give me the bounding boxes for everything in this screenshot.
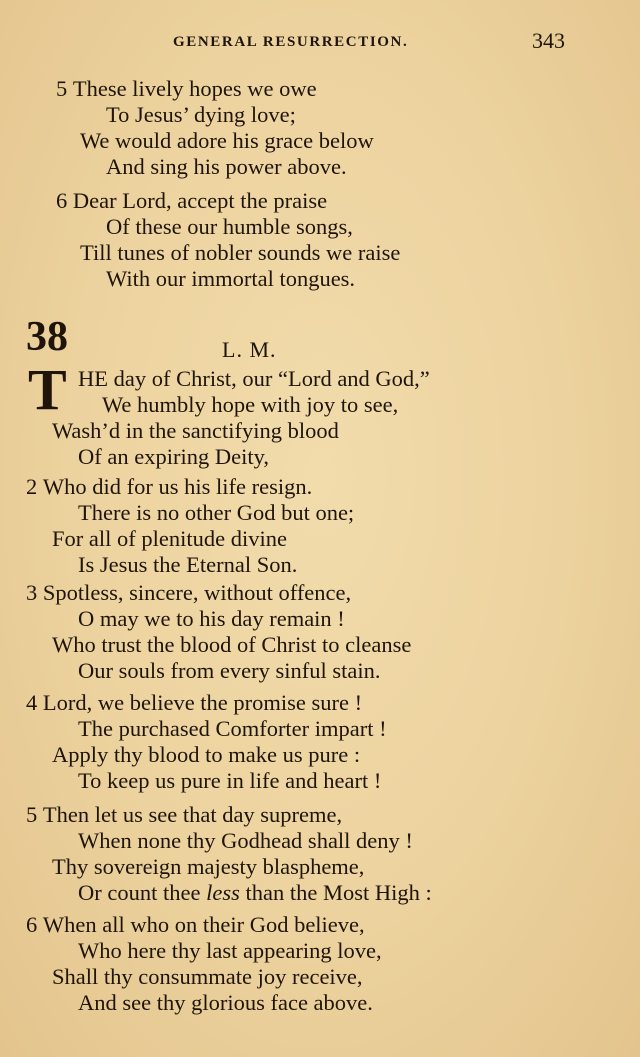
stanza-line: Shall thy consummate joy receive, <box>52 964 363 989</box>
stanza-number: 3 <box>26 580 38 605</box>
line-text: When all who on their God believe, <box>42 912 365 937</box>
stanza-line: To Jesus’ dying love; <box>106 102 296 127</box>
stanza-line <box>26 802 342 828</box>
stanza-line: There is no other God but one; <box>78 500 355 525</box>
drop-cap: T <box>28 357 67 422</box>
stanza-line: For all of plenitude divine <box>52 526 287 551</box>
line-text: Then let us see that day supreme, <box>42 802 343 827</box>
running-head: GENERAL RESURRECTION. <box>173 34 409 50</box>
stanza-number: 5 <box>26 802 38 827</box>
stanza-line: Thy sovereign majesty blaspheme, <box>52 854 365 879</box>
stanza-line <box>56 76 317 102</box>
stanza-line: When none thy Godhead shall deny ! <box>78 828 413 853</box>
stanza-line: Of an expiring Deity, <box>78 444 269 469</box>
line-text: Dear Lord, accept the praise <box>72 188 328 213</box>
line-text: Or count thee <box>78 880 207 905</box>
stanza-line: With our immortal tongues. <box>106 266 356 291</box>
stanza-number: 6 <box>56 188 68 213</box>
stanza-line <box>78 880 432 906</box>
stanza-line: We humbly hope with joy to see, <box>102 392 399 417</box>
hymn-meter: L. M. <box>222 337 277 362</box>
stanza-number: 4 <box>26 690 38 715</box>
line-text: Lord, we believe the promise sure ! <box>42 690 363 715</box>
stanza-line: We would adore his grace below <box>80 128 374 153</box>
line-text: These lively hopes we owe <box>72 76 317 101</box>
stanza-line: Our souls from every sinful stain. <box>78 658 381 683</box>
stanza-line: HE day of Christ, our “Lord and God,” <box>78 366 430 391</box>
stanza-line: And see thy glorious face above. <box>78 990 373 1015</box>
stanza-number: 5 <box>56 76 68 101</box>
line-text: Spotless, sincere, without offence, <box>42 580 352 605</box>
stanza-line: Wash’d in the sanctifying blood <box>52 418 339 443</box>
stanza-line: The purchased Comforter impart ! <box>78 716 387 741</box>
stanza-line <box>26 580 351 606</box>
stanza-line <box>26 912 365 938</box>
stanza-line: Is Jesus the Eternal Son. <box>78 552 298 577</box>
stanza-line: Who here thy last appearing love, <box>78 938 382 963</box>
stanza-line: Till tunes of nobler sounds we raise <box>80 240 401 265</box>
stanza-line: Who trust the blood of Christ to cleanse <box>52 632 412 657</box>
line-text: than the Most High : <box>239 880 432 905</box>
stanza-line <box>26 474 312 500</box>
stanza-line: Apply thy blood to make us pure : <box>52 742 361 767</box>
stanza-line: And sing his power above. <box>106 154 347 179</box>
stanza-line <box>26 690 362 716</box>
stanza-number: 2 <box>26 474 38 499</box>
stanza-line: To keep us pure in life and heart ! <box>78 768 382 793</box>
stanza-line: Of these our humble songs, <box>106 214 353 239</box>
stanza-line: O may we to his day remain ! <box>78 606 345 631</box>
stanza-number: 6 <box>26 912 38 937</box>
stanza-line <box>56 188 327 214</box>
line-text: Who did for us his life resign. <box>42 474 313 499</box>
hymn-number: 38 <box>26 314 68 360</box>
italic-word: less <box>206 880 240 905</box>
page-number: 343 <box>532 28 565 53</box>
